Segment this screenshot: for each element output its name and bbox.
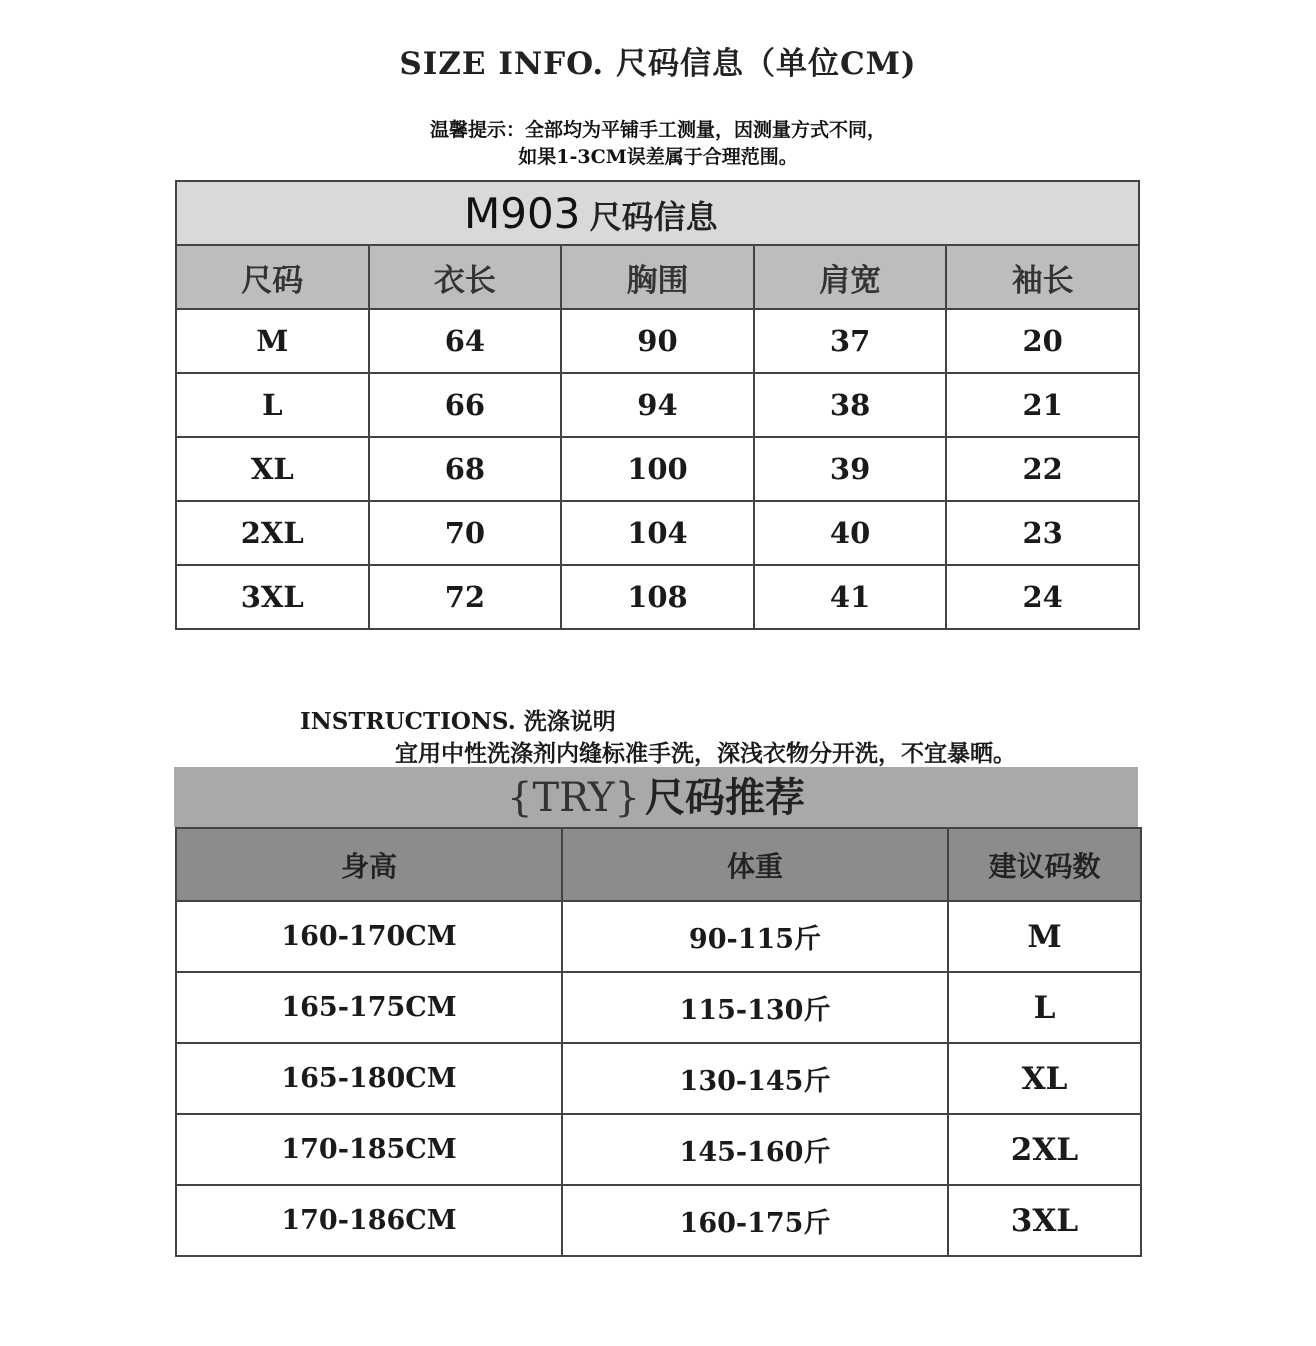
table-row [176,565,1139,629]
cell-length: 66 [369,373,562,437]
recommendation-table-header [176,828,1141,901]
table-row [176,437,1139,501]
cell-sleeve: 21 [946,373,1139,437]
table-row [176,972,1141,1043]
column-header-length: 衣长 [369,245,562,309]
cell-length: 64 [369,309,562,373]
column-header-sleeve: 袖长 [946,245,1139,309]
cell-chest: 90 [561,309,754,373]
cell-height: 160-170CM [176,901,562,972]
column-header-weight: 体重 [562,828,948,901]
cell-size: XL [176,437,369,501]
column-header-height: 身高 [176,828,562,901]
product-code: M903 [464,188,581,238]
cell-shoulder: 38 [754,373,947,437]
cell-chest: 104 [561,501,754,565]
instructions-title: INSTRUCTIONS. 洗涤说明 [300,708,616,735]
size-info-table [175,180,1140,630]
cell-length: 72 [369,565,562,629]
cell-length: 70 [369,501,562,565]
cell-suggested-size: M [948,901,1141,972]
cell-size: 3XL [176,565,369,629]
cell-chest: 100 [561,437,754,501]
table-row [176,1185,1141,1256]
cell-height: 170-185CM [176,1114,562,1185]
cell-weight: 145-160斤 [562,1114,948,1185]
cell-chest: 108 [561,565,754,629]
column-header-chest: 胸围 [561,245,754,309]
cell-weight: 160-175斤 [562,1185,948,1256]
size-table-caption [176,181,1139,245]
measurement-tip-line-1: 温馨提示：全部均为平铺手工测量，因测量方式不同， [429,119,886,141]
cell-weight: 90-115斤 [562,901,948,972]
size-table-header [176,245,1139,309]
page-title: SIZE INFO. 尺码信息（单位CM) [399,46,917,82]
cell-suggested-size: XL [948,1043,1141,1114]
size-table-caption-text: 尺码信息 [589,197,718,236]
cell-height: 165-180CM [176,1043,562,1114]
cell-chest: 94 [561,373,754,437]
table-row [176,309,1139,373]
cell-shoulder: 39 [754,437,947,501]
cell-sleeve: 22 [946,437,1139,501]
cell-sleeve: 24 [946,565,1139,629]
cell-size: L [176,373,369,437]
cell-size: M [176,309,369,373]
cell-size: 2XL [176,501,369,565]
cell-weight: 130-145斤 [562,1043,948,1114]
measurement-tip-line-2: 如果1-3CM误差属于合理范围。 [518,146,798,168]
table-row [176,501,1139,565]
column-header-size: 尺码 [176,245,369,309]
table-row [176,373,1139,437]
cell-height: 170-186CM [176,1185,562,1256]
table-row [176,1043,1141,1114]
cell-shoulder: 41 [754,565,947,629]
size-recommendation-banner [174,767,1138,827]
try-label: {TRY} [507,775,640,821]
cell-weight: 115-130斤 [562,972,948,1043]
table-row [176,901,1141,972]
cell-suggested-size: 3XL [948,1185,1141,1256]
table-row [176,1114,1141,1185]
column-header-suggested-size: 建议码数 [948,828,1141,901]
cell-shoulder: 37 [754,309,947,373]
cell-suggested-size: L [948,972,1141,1043]
size-recommendation-table [175,827,1142,1257]
cell-length: 68 [369,437,562,501]
instructions-text: 宜用中性洗涤剂内缝标准手洗，深浅衣物分开洗，不宜暴晒。 [395,740,1016,767]
column-header-shoulder: 肩宽 [754,245,947,309]
cell-sleeve: 23 [946,501,1139,565]
cell-shoulder: 40 [754,501,947,565]
size-recommendation-title: 尺码推荐 [644,774,805,821]
cell-height: 165-175CM [176,972,562,1043]
cell-sleeve: 20 [946,309,1139,373]
cell-suggested-size: 2XL [948,1114,1141,1185]
